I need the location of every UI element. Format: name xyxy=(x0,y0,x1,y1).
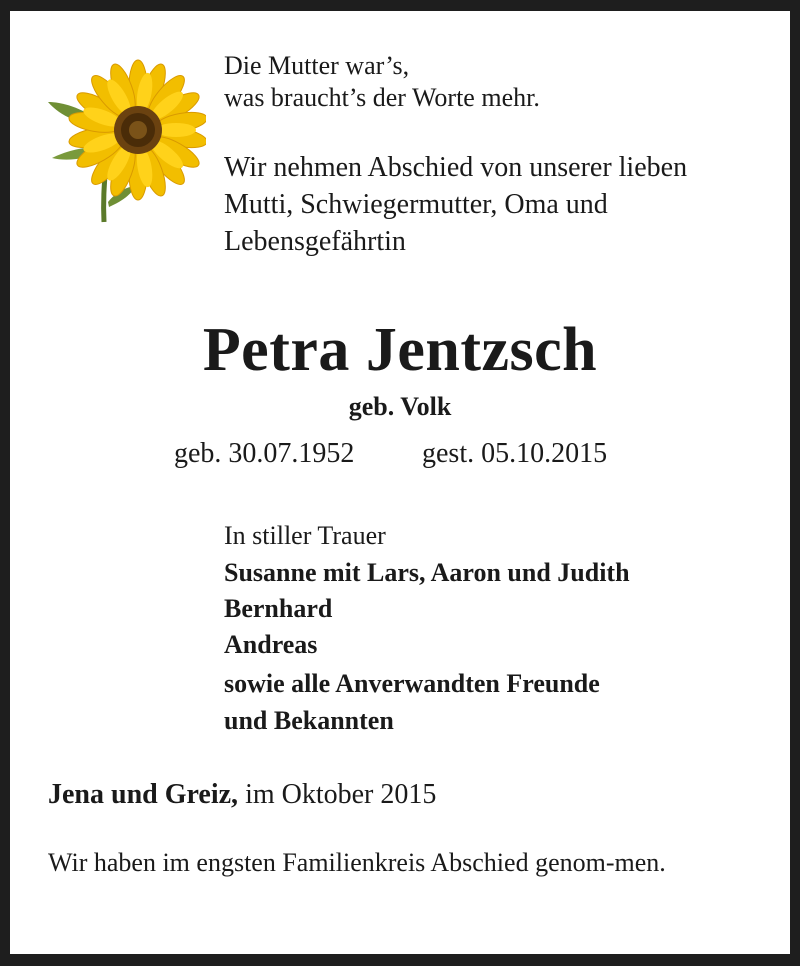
motto-line-1: Die Mutter war’s, xyxy=(224,51,410,80)
intro-line-2: Mutti, Schwiegermutter, Oma und xyxy=(224,189,608,220)
mourner-line: und Bekannten xyxy=(224,706,394,735)
intro-line-1: Wir nehmen Abschied von unserer lieben xyxy=(224,152,688,183)
deceased-name: Petra Jentzsch xyxy=(202,316,598,384)
date: im Oktober 2015 xyxy=(245,779,437,810)
birth-date: geb. 30.07.1952 xyxy=(174,438,355,469)
mourner-line: sowie alle Anverwandten Freunde xyxy=(224,669,600,698)
sunflower-icon xyxy=(46,52,206,224)
mourner-line: Susanne mit Lars, Aaron und Judith xyxy=(224,558,630,587)
mourner-line: Bernhard xyxy=(224,594,333,623)
mourner-line: Andreas xyxy=(224,630,318,659)
maiden-name: geb. Volk xyxy=(348,392,452,421)
closing-note: Wir haben im engsten Familienkreis Abschied genom-men. xyxy=(48,848,666,877)
place: Jena und Greiz, xyxy=(48,779,239,810)
intro-line-3: Lebensgefährtin xyxy=(224,226,406,257)
motto-line-2: was braucht’s der Worte mehr. xyxy=(224,83,540,112)
mourners-heading: In stiller Trauer xyxy=(224,521,386,550)
place-date xyxy=(48,777,436,813)
death-date: gest. 05.10.2015 xyxy=(422,438,608,469)
